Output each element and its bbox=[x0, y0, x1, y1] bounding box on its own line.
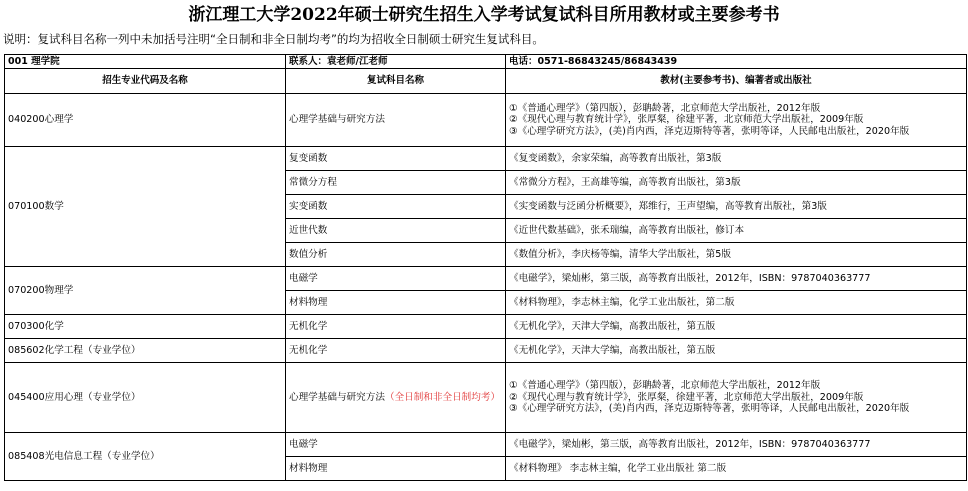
subject-cell bbox=[286, 363, 506, 433]
books-cell: 《材料物理》 李志林主编，化学工业出版社 第二版 bbox=[506, 457, 967, 481]
books-cell: 《无机化学》，天津大学编，高教出版社，第五版 bbox=[506, 315, 967, 339]
subject-cell: 无机化学 bbox=[286, 315, 506, 339]
book-line: ③《心理学研究方法》，(美)肖内西，泽克迈斯特等著，张明等译，人民邮电出版社，2020年版 bbox=[509, 125, 910, 137]
header-subject: 复试科目名称 bbox=[286, 69, 506, 94]
page-note: 说明：复试科目名称一列中未加括号注明“全日制和非全日制均考”的均为招收全日制硕士研究生复试科目。 bbox=[3, 32, 544, 46]
subject-cell: 电磁学 bbox=[286, 267, 506, 291]
book-line: ①《普通心理学》（第四版），彭聃龄著，北京师范大学出版社，2012年版 bbox=[509, 380, 821, 392]
major-cell: 085408光电信息工程（专业学位） bbox=[5, 433, 286, 481]
header-books: 教材(主要参考书)、编著者或出版社 bbox=[506, 69, 967, 94]
department-name: 001 理学院 bbox=[5, 55, 286, 69]
books-cell: 《复变函数》，余家荣编，高等教育出版社，第3版 bbox=[506, 147, 967, 171]
subject-cell: 材料物理 bbox=[286, 457, 506, 481]
books-cell: 《近世代数基础》，张禾瑞编，高等教育出版社，修订本 bbox=[506, 219, 967, 243]
books-cell: 《材料物理》，李志林主编，化学工业出版社，第二版 bbox=[506, 291, 967, 315]
subject-cell: 实变函数 bbox=[286, 195, 506, 219]
subject-name: 心理学基础与研究方法 bbox=[289, 391, 385, 403]
department-row bbox=[5, 55, 967, 69]
table-row bbox=[5, 267, 967, 291]
major-cell: 040200心理学 bbox=[5, 94, 286, 147]
subject-cell: 数值分析 bbox=[286, 243, 506, 267]
subject-cell: 材料物理 bbox=[286, 291, 506, 315]
books-cell: 《数值分析》，李庆杨等编，清华大学出版社，第5版 bbox=[506, 243, 967, 267]
books-cell: 《无机化学》，天津大学编，高教出版社，第五版 bbox=[506, 339, 967, 363]
table-row bbox=[5, 147, 967, 171]
department-contact: 联系人：袁老师/江老师 bbox=[286, 55, 506, 69]
major-cell: 070300化学 bbox=[5, 315, 286, 339]
subject-remark: （全日制和非全日制均考） bbox=[384, 391, 501, 403]
book-line: ①《普通心理学》（第四版），彭聃龄著，北京师范大学出版社，2012年版 bbox=[509, 102, 821, 114]
header-major: 招生专业代码及名称 bbox=[5, 69, 286, 94]
table-row bbox=[5, 339, 967, 363]
header-row bbox=[5, 69, 967, 94]
table-row bbox=[5, 433, 967, 457]
major-cell: 085602化学工程（专业学位） bbox=[5, 339, 286, 363]
table-row bbox=[5, 94, 967, 147]
book-line: ②《现代心理与教育统计学》，张厚粲，徐建平著，北京师范大学出版社，2009年版 bbox=[509, 114, 864, 126]
subject-cell: 近世代数 bbox=[286, 219, 506, 243]
subject-cell: 无机化学 bbox=[286, 339, 506, 363]
subject-cell: 心理学基础与研究方法 bbox=[286, 94, 506, 147]
department-phone: 电话：0571-86843245/86843439 bbox=[506, 55, 967, 69]
major-cell: 070100数学 bbox=[5, 147, 286, 267]
books-cell bbox=[506, 94, 967, 147]
books-cell bbox=[506, 363, 967, 433]
book-line: ②《现代心理与教育统计学》，张厚粲，徐建平著，北京师范大学出版社，2009年版 bbox=[509, 391, 864, 403]
subject-cell: 复变函数 bbox=[286, 147, 506, 171]
books-cell: 《电磁学》，梁灿彬，第三版，高等教育出版社，2012年，ISBN：9787040363777 bbox=[506, 267, 967, 291]
table-row bbox=[5, 363, 967, 433]
reference-table bbox=[4, 54, 967, 481]
books-cell: 《电磁学》，梁灿彬，第三版，高等教育出版社，2012年，ISBN：9787040363777 bbox=[506, 433, 967, 457]
books-cell: 《实变函数与泛函分析概要》，郑维行，王声望编，高等教育出版社，第3版 bbox=[506, 195, 967, 219]
major-cell: 045400应用心理（专业学位） bbox=[5, 363, 286, 433]
subject-cell: 电磁学 bbox=[286, 433, 506, 457]
books-cell: 《常微分方程》，王高雄等编，高等教育出版社，第3版 bbox=[506, 171, 967, 195]
book-line: ③《心理学研究方法》，(美)肖内西，泽克迈斯特等著，张明等译，人民邮电出版社，2020年版 bbox=[509, 403, 910, 415]
major-cell: 070200物理学 bbox=[5, 267, 286, 315]
page-title: 浙江理工大学2022年硕士研究生招生入学考试复试科目所用教材或主要参考书 bbox=[188, 5, 780, 25]
table-row bbox=[5, 315, 967, 339]
subject-cell: 常微分方程 bbox=[286, 171, 506, 195]
